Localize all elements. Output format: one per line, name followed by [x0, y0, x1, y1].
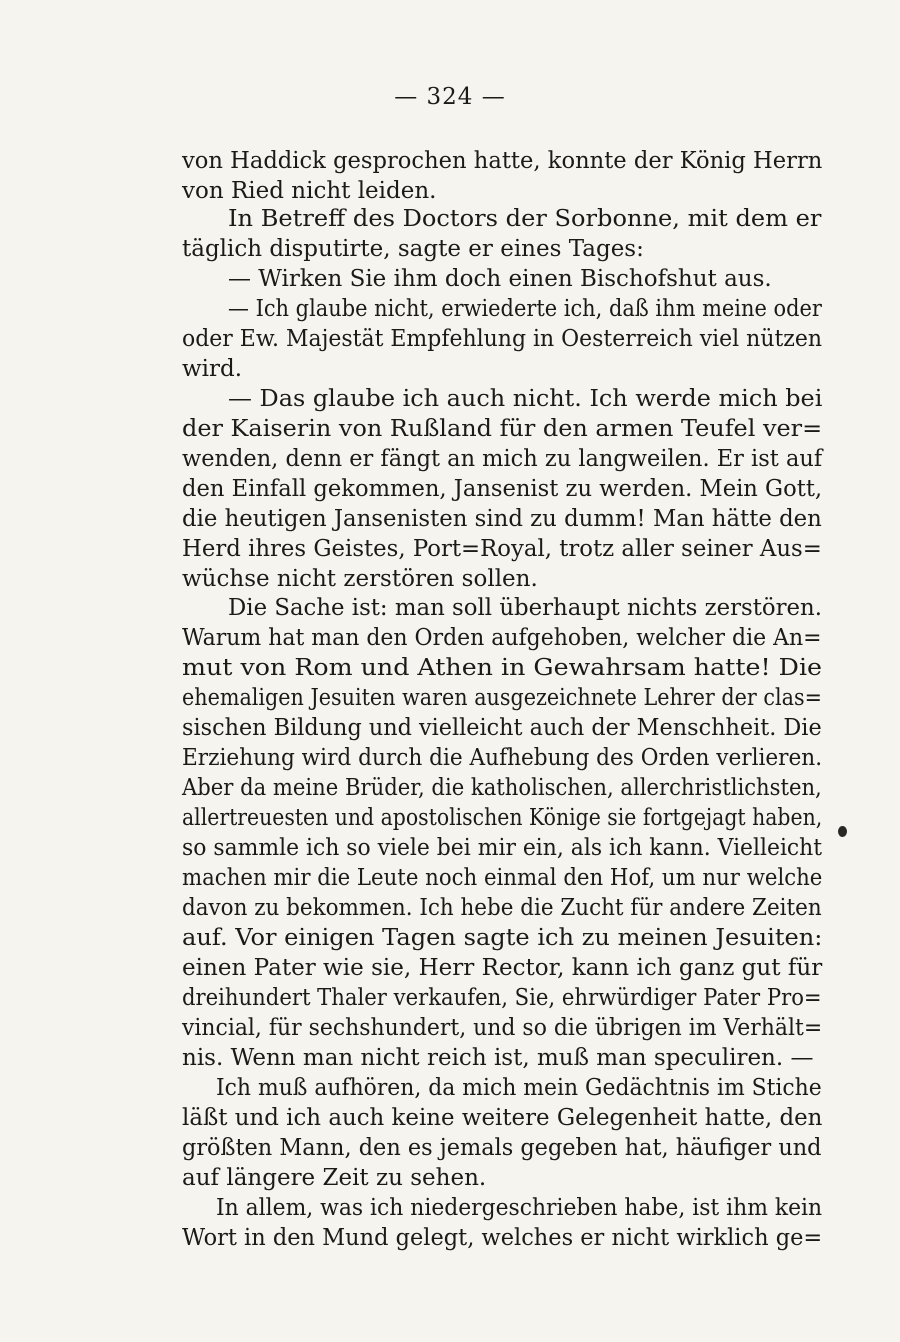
text-line: wird.	[182, 356, 243, 382]
text-line: Aber da meine Brüder, die katholischen, allerchristlichsten,	[182, 775, 822, 801]
text-line: mut von Rom und Athen in Gewahrsam hatte! Die	[182, 655, 823, 681]
text-line: auf längere Zeit zu sehen.	[182, 1165, 487, 1191]
ink-spot	[838, 826, 847, 837]
text-line: die heutigen Jansenisten sind zu dumm! Man hätte den	[182, 506, 822, 532]
text-line: auf. Vor einigen Tagen sagte ich zu meinen Jesuiten:	[182, 925, 823, 951]
text-line: — Ich glaube nicht, erwiederte ich, daß ihm meine oder	[228, 296, 822, 322]
text-line: Wort in den Mund gelegt, welches er nicht wirklich ge=	[182, 1225, 823, 1251]
text-line: Die Sache ist: man soll überhaupt nichts zerstören.	[228, 595, 822, 621]
text-line: vincial, für sechshundert, und so die übrigen im Verhält=	[182, 1015, 823, 1041]
text-line: — Wirken Sie ihm doch einen Bischofshut aus.	[228, 266, 772, 292]
text-line: Ich muß aufhören, da mich mein Gedächtnis im Stiche	[216, 1075, 822, 1101]
text-line: der Kaiserin von Rußland für den armen Teufel ver=	[182, 416, 823, 442]
text-line: — Das glaube ich auch nicht. Ich werde mich bei	[228, 386, 823, 412]
text-line: einen Pater wie sie, Herr Rector, kann ich ganz gut für	[182, 955, 823, 981]
text-line: machen mir die Leute noch einmal den Hof, um nur welche	[182, 865, 823, 891]
text-line: von Ried nicht leiden.	[182, 178, 437, 204]
text-line: Erziehung wird durch die Aufhebung des Orden verlieren.	[182, 745, 823, 771]
text-line: In allem, was ich niedergeschrieben habe, ist ihm kein	[216, 1195, 823, 1221]
text-line: täglich disputirte, sagte er eines Tages:	[182, 236, 644, 262]
text-line: so sammle ich so viele bei mir ein, als ich kann. Vielleicht	[182, 835, 823, 861]
text-line: größten Mann, den es jemals gegeben hat, häufiger und	[182, 1135, 822, 1161]
text-line: nis. Wenn man nicht reich ist, muß man speculiren. —	[182, 1045, 814, 1071]
page-number: — 324 —	[394, 84, 506, 110]
text-line: sischen Bildung und vielleicht auch der Menschheit. Die	[182, 715, 822, 741]
text-line: von Haddick gesprochen hatte, konnte der König Herrn	[182, 148, 823, 174]
text-line: wüchse nicht zerstören sollen.	[182, 566, 538, 592]
text-line: wenden, denn er fängt an mich zu langweilen. Er ist auf	[182, 446, 823, 472]
text-line: ehemaligen Jesuiten waren ausgezeichnete Lehrer der clas=	[182, 685, 822, 711]
text-line: allertreuesten und apostolischen Könige sie fortgejagt haben,	[182, 805, 823, 831]
text-line: oder Ew. Majestät Empfehlung in Oesterreich viel nützen	[182, 326, 823, 352]
text-line: Herd ihres Geistes, Port=Royal, trotz aller seiner Aus=	[182, 536, 822, 562]
text-line: läßt und ich auch keine weitere Gelegenheit hatte, den	[182, 1105, 823, 1131]
text-line: dreihundert Thaler verkaufen, Sie, ehrwürdiger Pater Pro=	[182, 985, 822, 1011]
text-line: davon zu bekommen. Ich hebe die Zucht für andere Zeiten	[182, 895, 822, 921]
text-line: den Einfall gekommen, Jansenist zu werden. Mein Gott,	[182, 476, 823, 502]
text-line: In Betreff des Doctors der Sorbonne, mit dem er	[228, 206, 822, 232]
text-line: Warum hat man den Orden aufgehoben, welcher die An=	[182, 625, 822, 651]
